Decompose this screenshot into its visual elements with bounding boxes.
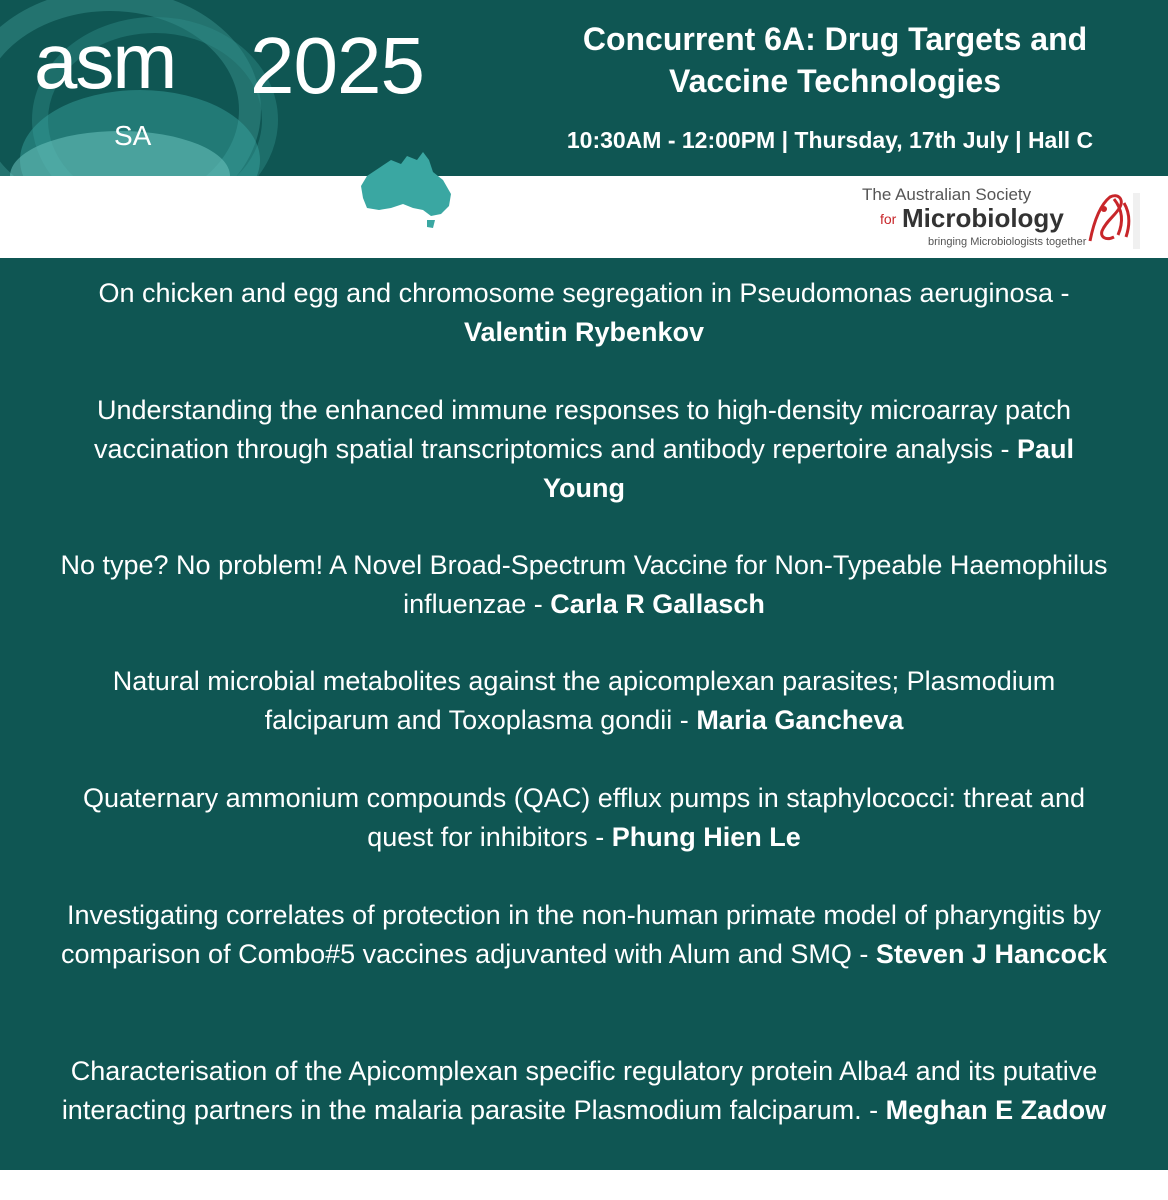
talk-speaker: Steven J Hancock — [875, 939, 1107, 969]
logo-state: SA — [114, 120, 152, 151]
australia-map-icon — [357, 150, 461, 230]
talk-speaker: Maria Gancheva — [696, 705, 904, 735]
talk-title: Understanding the enhanced immune responses to high-density microarray patch vaccination through spatial transcriptomics and antibody repertoire analysis - — [93, 395, 1072, 464]
talks-panel — [0, 258, 1168, 1170]
asm-society-mark-icon — [1084, 191, 1132, 247]
talk-item — [50, 546, 1118, 624]
society-name: Microbiology — [902, 203, 1064, 233]
logo-asm: asm — [34, 17, 176, 105]
session-title — [520, 18, 1150, 102]
session-title-line1: Concurrent 6A: Drug Targets and — [582, 21, 1088, 57]
talk-title: Quaternary ammonium compounds (QAC) efflux pumps in staphylococci: threat and quest for inhibitors - — [83, 783, 1085, 852]
talk-item — [50, 274, 1118, 352]
society-logo — [850, 183, 1140, 253]
talk-title: Investigating correlates of protection in the non-human primate model of pharyngitis by comparison of Combo#5 vaccines adjuvanted with Alum and SMQ - — [60, 900, 1102, 969]
talk-speaker: Meghan E Zadow — [885, 1095, 1107, 1125]
session-meta: 10:30AM - 12:00PM | Thursday, 17th July | Hall C — [566, 127, 1094, 153]
society-line1: The Australian Society — [862, 185, 1032, 204]
bottom-margin — [0, 1170, 1168, 1200]
talk-title: Characterisation of the Apicomplexan specific regulatory protein Alba4 and its putative interacting partners in the malaria parasite Plasmodium falciparum. - — [61, 1056, 1098, 1125]
talk-title: Natural microbial metabolites against the apicomplexan parasites; Plasmodium falciparum and Toxoplasma gondii - — [112, 666, 1056, 735]
talk-speaker: Carla R Gallasch — [550, 589, 765, 619]
talk-item — [50, 779, 1118, 857]
talk-item — [50, 391, 1118, 508]
society-edge-bar — [1133, 193, 1140, 249]
talk-item — [50, 1052, 1118, 1130]
logo-year: 2025 — [250, 21, 424, 110]
society-tagline: bringing Microbiologists together — [928, 236, 1087, 248]
talk-item — [50, 662, 1118, 740]
talk-speaker: Valentin Rybenkov — [463, 317, 705, 347]
talk-item — [50, 896, 1118, 974]
society-for: for — [880, 211, 897, 227]
talk-speaker: Paul Young — [543, 434, 1074, 503]
session-title-line2: Vaccine Technologies — [669, 63, 1001, 99]
talk-speaker: Phung Hien Le — [611, 822, 801, 852]
talk-title: No type? No problem! A Novel Broad-Spectrum Vaccine for Non-Typeable Haemophilus influenzae - — [60, 550, 1108, 619]
talk-title: On chicken and egg and chromosome segregation in Pseudomonas aeruginosa - — [98, 278, 1070, 308]
header-band — [0, 0, 1168, 176]
